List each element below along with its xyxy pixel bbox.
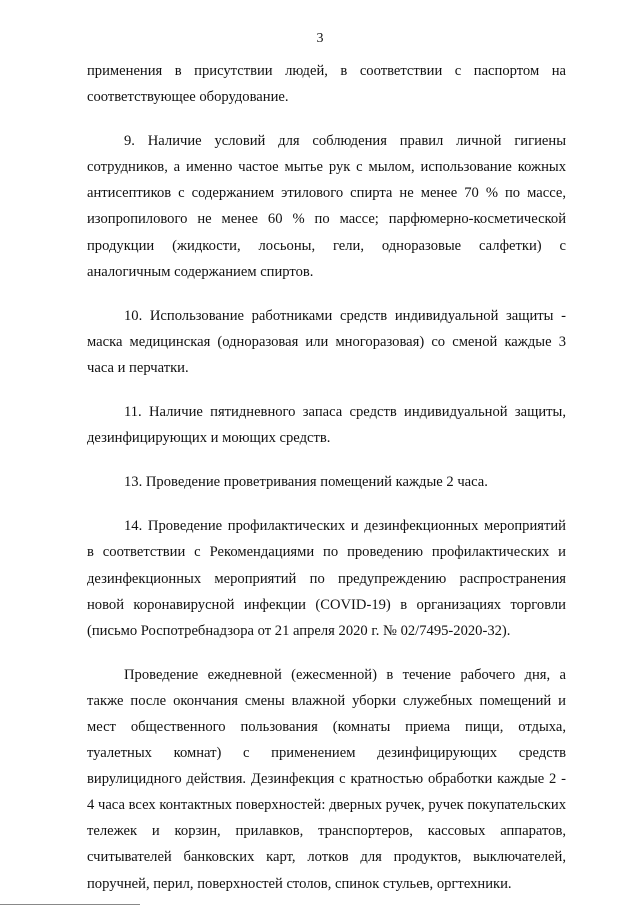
document-body bbox=[87, 58, 566, 897]
paragraph-spacer bbox=[87, 451, 566, 469]
paragraph-spacer bbox=[87, 110, 566, 128]
page-number: 3 bbox=[316, 31, 324, 46]
paragraph-item-10: 10. Использование работниками средств индивидуальной защиты - маска медицинская (одноразовая или многоразовая) со сменой каждые 3 часа и перчатки. bbox=[87, 307, 566, 376]
paragraph-spacer bbox=[87, 285, 566, 303]
paragraph-item-13: 13. Проведение проветривания помещений каждые 2 часа. bbox=[124, 474, 488, 491]
paragraph-spacer bbox=[87, 381, 566, 399]
paragraph-continuation: применения в присутствии людей, в соответствии с паспортом на соответствующее оборудование. bbox=[87, 63, 566, 106]
paragraph-spacer bbox=[87, 644, 566, 662]
paragraph-cleaning: Проведение ежедневной (ежесменной) в течение рабочего дня, а также после окончания смены влажной уборки служебных помещений и мест общественного пользования (комнаты приема пищи, отдыха, туалетных комнат) с применением дезинфицирующих средств вирулицидного действия. Дезинфекция с кратностью обработки каждые 2 - 4 часа всех контактных поверхностей: дверных ручек, ручек покупательских тележек и корзин, прилавков, транспортеров, кассовых аппаратов, считывателей банковских карт, лотков для продуктов, выключателей, поручней, перил, поверхностей столов, спинок стульев, оргтехники. bbox=[87, 666, 566, 892]
paragraph-spacer bbox=[87, 495, 566, 513]
paragraph-item-14: 14. Проведение профилактических и дезинфекционных мероприятий в соответствии с Рекомендациями по проведению профилактических и дезинфекционных мероприятий по предупреждению распространения новой коронавирусной инфекции (COVID-19) в организациях торговли (письмо Роспотребнадзора от 21 апреля 2020 г. № 02/7495-2020-32). bbox=[87, 518, 566, 639]
paragraph-item-11: 11. Наличие пятидневного запаса средств индивидуальной защиты, дезинфицирующих и моющих средств. bbox=[87, 404, 566, 447]
paragraph-item-9: 9. Наличие условий для соблюдения правил личной гигиены сотрудников, а именно частое мытье рук с мылом, использование кожных антисептиков с содержанием этилового спирта не менее 70 % по массе, изопропилового не менее 60 % по массе; парфюмерно-косметической продукции (жидкости, лосьоны, гели, одноразовые салфетки) с аналогичным содержанием спиртов. bbox=[87, 133, 566, 280]
